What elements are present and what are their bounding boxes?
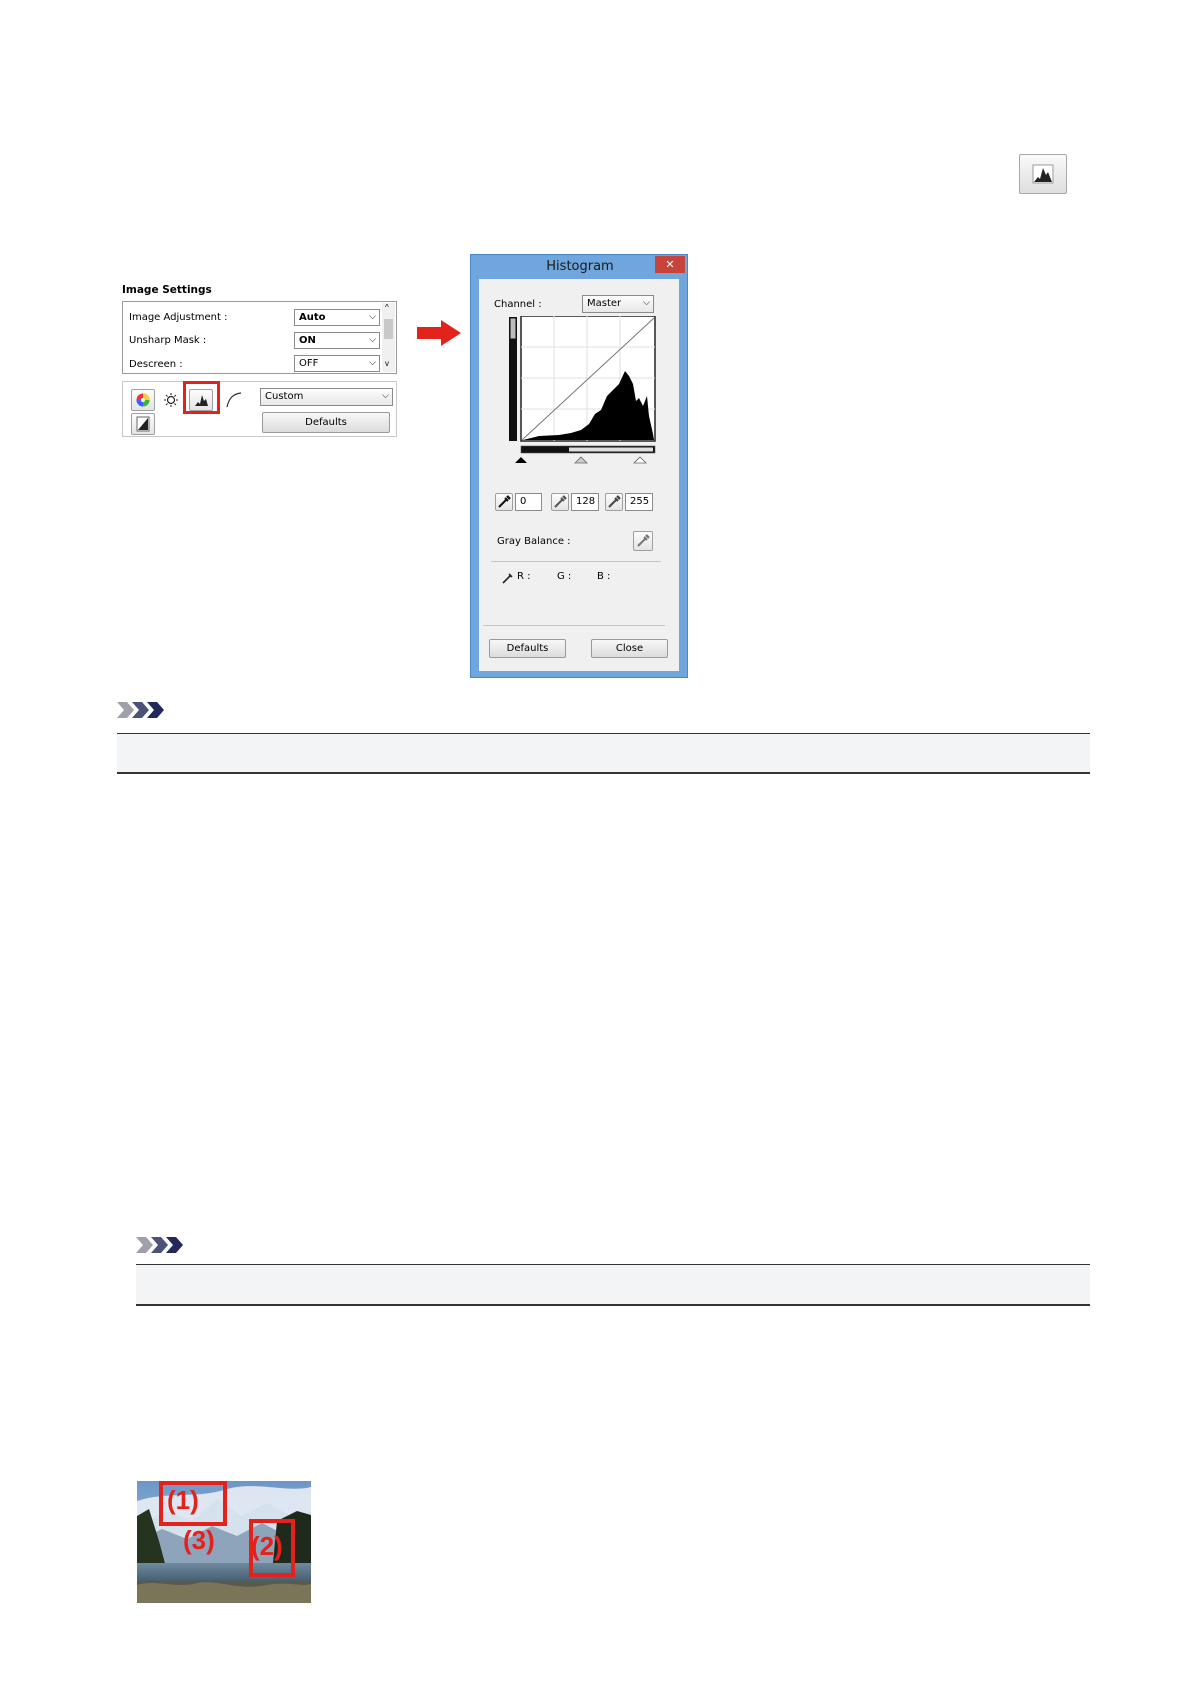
chevron-down-icon: ⌵: [382, 391, 389, 401]
preset-value: Custom: [265, 391, 304, 402]
divider: [483, 625, 665, 626]
note-icon: [117, 701, 165, 719]
brightness-button[interactable]: [159, 389, 183, 411]
region-1-label: (1): [167, 1485, 199, 1515]
histogram-icon: [1020, 155, 1066, 193]
close-icon[interactable]: ✕: [655, 256, 685, 273]
eyedropper-icon: [552, 494, 568, 510]
g-value-label: G :: [557, 571, 572, 582]
eyedropper-icon: [501, 571, 515, 585]
chevron-down-icon: ⌵: [369, 312, 376, 322]
region-3-label: (3): [183, 1525, 215, 1555]
white-point-input[interactable]: 255: [625, 493, 653, 511]
b-value-label: B :: [597, 571, 611, 582]
chevron-down-icon: ⌵: [369, 358, 376, 368]
mid-point-input[interactable]: 128: [571, 493, 599, 511]
arrow-right-icon: [415, 318, 463, 348]
mid-point-slider[interactable]: [575, 457, 587, 463]
image-adjustment-select[interactable]: [294, 309, 380, 326]
white-point-eyedropper[interactable]: [605, 493, 623, 511]
histogram-window: [470, 254, 688, 678]
region-2-label: (2): [251, 1531, 283, 1561]
unsharp-mask-select[interactable]: [294, 332, 380, 349]
unsharp-mask-label: Unsharp Mask :: [129, 335, 207, 346]
tone-curve-icon: [223, 390, 245, 410]
scroll-up-icon[interactable]: ^: [385, 303, 389, 312]
brightness-icon: [160, 390, 182, 410]
sample-photo: [137, 1481, 311, 1603]
descreen-select[interactable]: [294, 355, 380, 372]
histogram-close-button[interactable]: Close: [591, 639, 668, 658]
highlight-box: [183, 381, 220, 414]
image-adjustment-value: Auto: [299, 312, 326, 323]
color-adjust-button[interactable]: [131, 389, 155, 411]
black-point-slider[interactable]: [515, 457, 527, 463]
eyedropper-icon: [634, 532, 652, 550]
eyedropper-icon: [606, 494, 622, 510]
note-box: [136, 1264, 1090, 1306]
settings-defaults-button[interactable]: Defaults: [262, 412, 390, 433]
histogram-defaults-button[interactable]: Defaults: [489, 639, 566, 658]
histogram-window-body: [479, 279, 679, 671]
image-adjustment-label: Image Adjustment :: [129, 312, 228, 323]
gray-balance-eyedropper[interactable]: [633, 531, 653, 551]
tone-curve-button[interactable]: [222, 389, 246, 411]
descreen-value: OFF: [299, 358, 319, 369]
black-point-input[interactable]: 0: [515, 493, 542, 511]
note-box: [117, 733, 1090, 774]
scroll-down-icon[interactable]: v: [385, 359, 389, 368]
histogram-graph: [509, 316, 659, 480]
unsharp-mask-value: ON: [299, 335, 316, 346]
white-point-slider[interactable]: [634, 457, 646, 463]
threshold-button[interactable]: [131, 413, 155, 435]
black-point-eyedropper[interactable]: [495, 493, 513, 511]
chevron-down-icon: ⌵: [643, 298, 650, 308]
channel-value: Master: [587, 298, 622, 309]
channel-select[interactable]: [582, 295, 654, 313]
divider: [491, 561, 661, 562]
histogram-window-title: Histogram: [546, 259, 614, 274]
gray-balance-label: Gray Balance :: [497, 536, 571, 547]
histogram-button-icon: [1019, 154, 1067, 194]
descreen-label: Descreen :: [129, 359, 183, 370]
settings-scrollbar[interactable]: [382, 303, 395, 372]
scroll-thumb[interactable]: [384, 319, 393, 339]
color-wheel-icon: [132, 390, 154, 410]
mid-point-eyedropper[interactable]: [551, 493, 569, 511]
r-value-label: R :: [517, 571, 531, 582]
threshold-icon: [132, 414, 154, 434]
channel-label: Channel :: [494, 299, 542, 310]
chevron-down-icon: ⌵: [369, 335, 376, 345]
eyedropper-icon: [496, 494, 512, 510]
note-icon: [136, 1236, 184, 1254]
image-settings-title: Image Settings: [122, 284, 212, 296]
preset-select[interactable]: [260, 388, 393, 406]
